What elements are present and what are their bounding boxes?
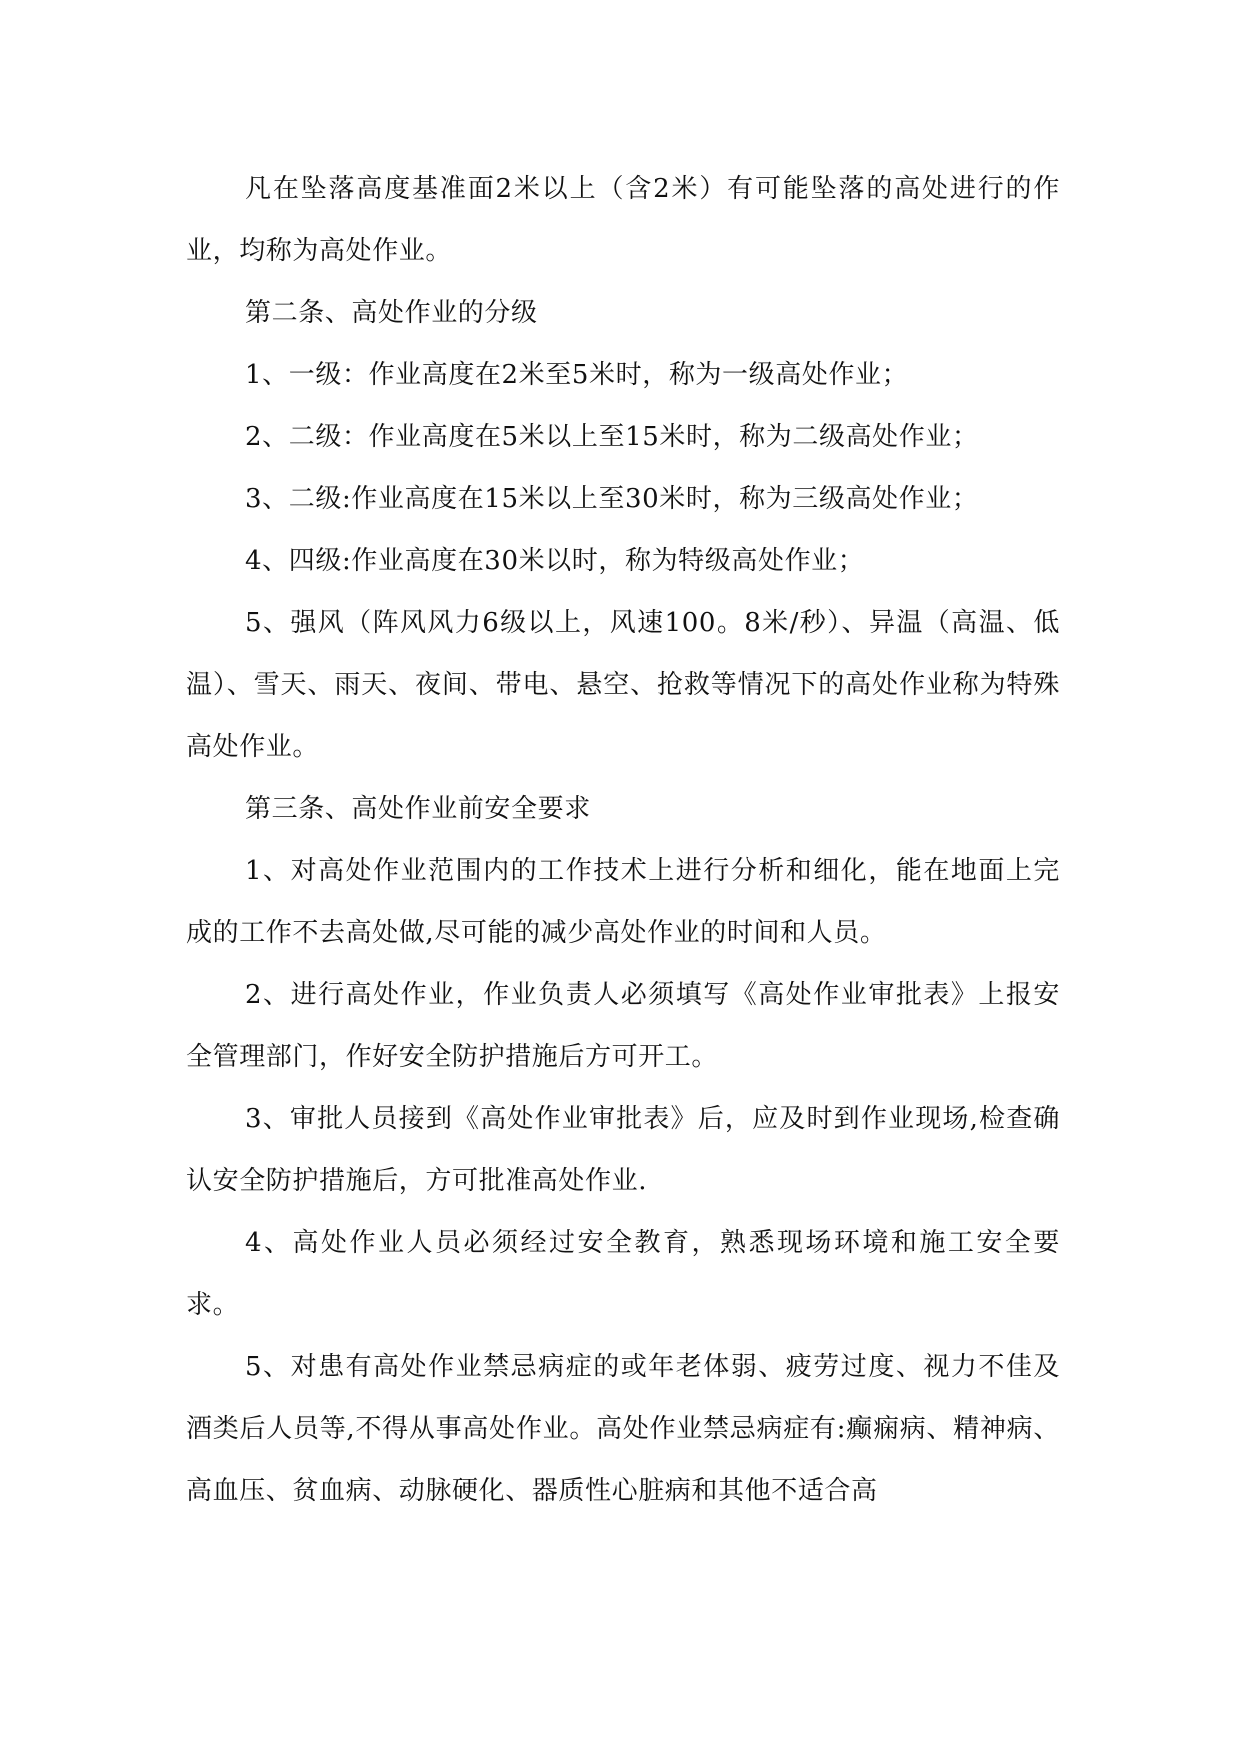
requirement-item-4: 4、高处作业人员必须经过安全教育，熟悉现场环境和施工安全要求。 bbox=[186, 1228, 1060, 1320]
list-item-special: 5、强风（阵风风力6级以上，风速100。8米/秒）、异温（高温、低温）、雪天、雨天、夜间、带电、悬空、抢救等情况下的高处作业称为特殊高处作业。 bbox=[186, 608, 1060, 762]
list-item-level-2: 2、二级：作业高度在5米以上至15米时，称为二级高处作业； bbox=[245, 422, 979, 452]
document-body bbox=[186, 158, 1060, 1522]
paragraph-definition: 凡在坠落高度基准面2米以上（含2米）有可能坠落的高处进行的作业，均称为高处作业。 bbox=[186, 174, 1060, 266]
list-item-level-1: 1、一级：作业高度在2米至5米时，称为一级高处作业； bbox=[245, 360, 909, 390]
requirement-item-3: 3、审批人员接到《高处作业审批表》后，应及时到作业现场,检查确认安全防护措施后，方可批准高处作业. bbox=[186, 1104, 1060, 1196]
requirement-item-5: 5、对患有高处作业禁忌病症的或年老体弱、疲劳过度、视力不佳及酒类后人员等,不得从事高处作业。高处作业禁忌病症有:癫痫病、精神病、高血压、贫血病、动脉硬化、器质性心脏病和其他不适合高 bbox=[186, 1352, 1060, 1506]
heading-article-3: 第三条、高处作业前安全要求 bbox=[245, 794, 591, 824]
list-item-level-3: 3、二级:作业高度在15米以上至30米时，称为三级高处作业； bbox=[245, 484, 979, 514]
list-item-level-4: 4、四级:作业高度在30米以时，称为特级高处作业； bbox=[245, 546, 865, 576]
heading-article-2: 第二条、高处作业的分级 bbox=[245, 298, 538, 328]
requirement-item-1: 1、对高处作业范围内的工作技术上进行分析和细化，能在地面上完成的工作不去高处做,尽可能的减少高处作业的时间和人员。 bbox=[186, 856, 1060, 948]
requirement-item-2: 2、进行高处作业，作业负责人必须填写《高处作业审批表》上报安全管理部门，作好安全防护措施后方可开工。 bbox=[186, 980, 1060, 1072]
